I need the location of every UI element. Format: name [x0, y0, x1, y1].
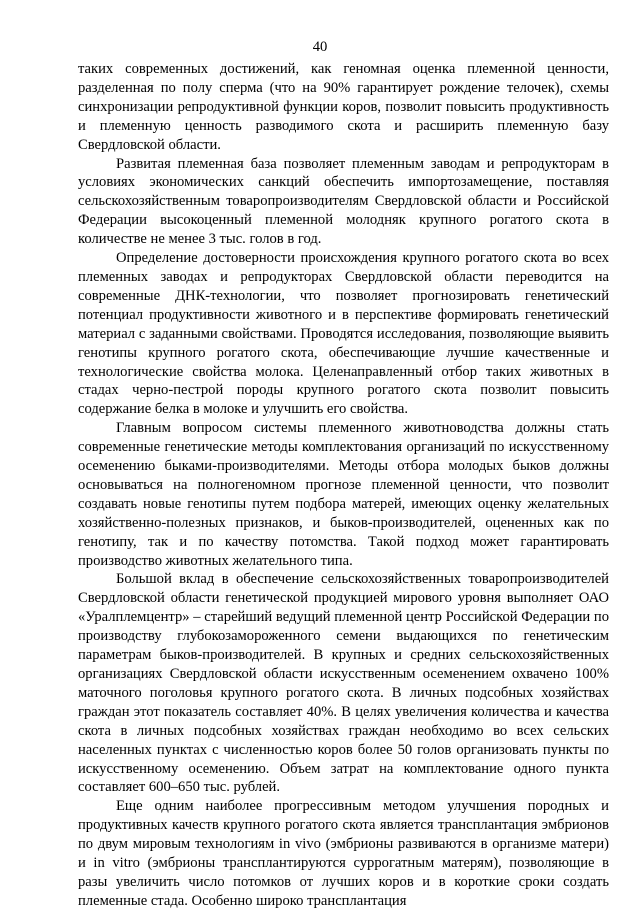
- paragraph: Развитая племенная база позволяет племенным заводам и репродукторам в условиях экономических санкций обеспечить импортозамещение, поставляя сельскохозяйственным товаропроизводителям Свердловской области и Российской Федерации высокоценный племенной молодняк крупного рогатого скота в количестве не менее 3 тыс. голов в год.: [78, 155, 609, 248]
- paragraph: Определение достоверности происхождения крупного рогатого скота во всех племенных заводах и репродукторах Свердловской области переводится на современные ДНК-технологии, что позволяет прогнозировать генетический потенциал продуктивности животного и в перспективе формировать генетический материал с заданными свойствами. Проводятся исследования, позволяющие выявить генотипы крупного рогатого скота, обеспечивающие лучшие качественные и технологические свойства молока. Целенаправленный отбор таких животных в стадах черно-пестрой породы крупного рогатого скота позволит повысить содержание белка в молоке и улучшить его свойства.: [78, 250, 609, 418]
- document-body: [78, 60, 609, 911]
- paragraph-continuation: таких современных достижений, как геномная оценка племенной ценности, разделенная по полу сперма (что на 90% гарантирует рождение телочек), схемы синхронизации репродуктивной функции коров, позволит повысить продуктивность и племенную ценность разводимого скота и расширить племенную базу Свердловской области.: [78, 61, 609, 153]
- page-number: 40: [312, 39, 328, 55]
- paragraph: Главным вопросом системы племенного животноводства должны стать современные генетические методы комплектования организаций по искусственному осеменению быками-производителями. Методы отбора молодых быков должны основываться на полногеномном прогнозе племенной ценности, что позволит создавать новые генотипы путем подбора матерей, имеющих оценку желательных хозяйственно-полезных признаков, и быков-производителей, оцененных как по генотипу, так и по качеству потомства. Такой подход может гарантировать производство животных желательного типа.: [78, 420, 609, 569]
- paragraph: Еще одним наиболее прогрессивным методом улучшения породных и продуктивных качеств крупного рогатого скота является трансплантация эмбрионов по двум мировым технологиям in vivo (эмбрионы развиваются в организме матери) и in vitro (эмбрионы трансплантируются суррогатным матерям), позволяющие в разы увеличить число потомков от лучших коров и в короткие сроки создать племенные стада. Особенно широко трансплантация: [78, 798, 609, 909]
- paragraph: Большой вклад в обеспечение сельскохозяйственных товаропроизводителей Свердловской области генетической продукцией мирового уровня выполняет ОАО «Уралплемцентр» – старейший ведущий племенной центр Российской Федерации по производству глубокозамороженного семени выдающихся по генетическим параметрам быков-производителей. В крупных и средних сельскохозяйственных организациях Свердловской области искусственным осеменением охвачено 100% маточного поголовья крупного рогатого скота. В личных подсобных хозяйствах граждан этот показатель составляет 40%. В целях увеличения количества и качества скота в личных подсобных хозяйствах граждан необходимо во всех сельских населенных пунктах с численностью коров более 50 голов организовать пункты по искусственному осеменению. Объем затрат на комплектование одного пункта составляет 600–650 тыс. рублей.: [78, 571, 609, 796]
